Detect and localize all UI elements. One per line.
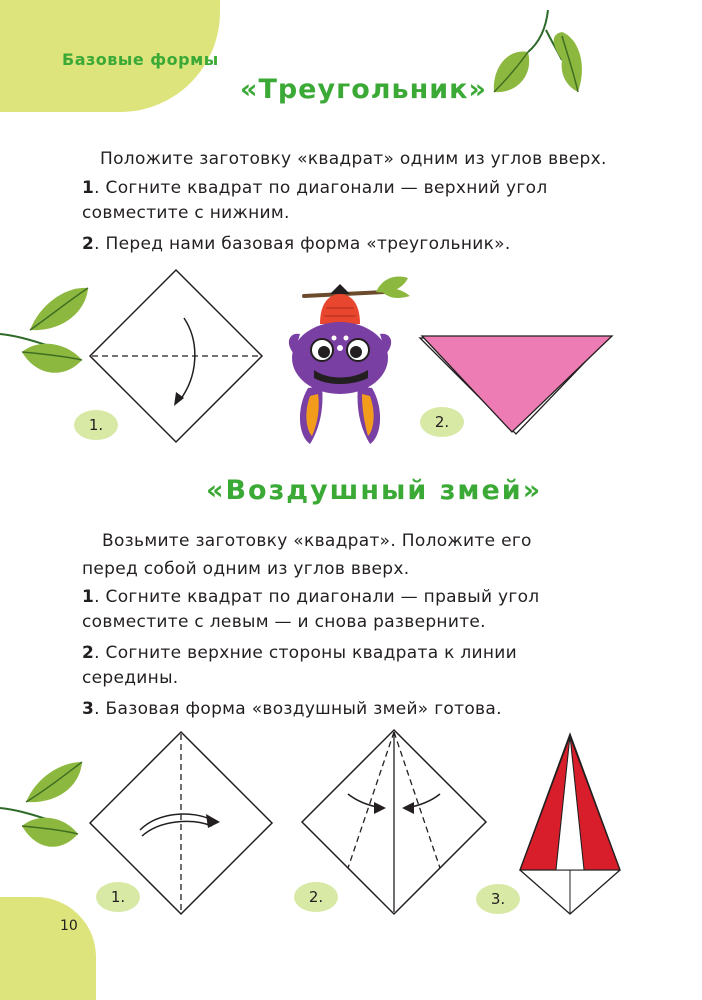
kite-step1-line1: [82, 584, 539, 610]
triangle-title: «Треугольник»: [240, 74, 487, 105]
step-number: 3: [82, 699, 95, 719]
triangle-badge-2: 2.: [420, 407, 464, 437]
triangle-step1-line2: совместите с нижним.: [82, 203, 290, 223]
step-text: . Согните верхние стороны квадрата к линии: [94, 643, 518, 663]
kite-badge-3: 3.: [476, 884, 520, 914]
step-number: 1: [82, 178, 95, 198]
leaves-top-right-icon: [488, 8, 598, 98]
corner-decoration-bottom: [0, 897, 96, 1000]
kite-intro-line2: перед собой одним из углов вверх.: [82, 559, 410, 579]
step-number: 2: [82, 234, 95, 254]
step-text: . Согните квадрат по диагонали — верхний угол: [94, 178, 548, 198]
kite-step2-line2: середины.: [82, 668, 179, 688]
triangle-step2: [82, 231, 511, 257]
step-text: . Согните квадрат по диагонали — правый угол: [94, 587, 540, 607]
step-number: 1: [82, 587, 95, 607]
kite-step2-line1: [82, 640, 517, 666]
step-text: . Перед нами базовая форма «треугольник».: [94, 234, 511, 254]
page-number: 10: [60, 918, 78, 934]
kite-badge-1: 1.: [96, 882, 140, 912]
triangle-step1-line1: [82, 175, 547, 201]
kite-step3: [82, 696, 502, 722]
leaves-left-icon: [0, 284, 90, 394]
kite-title: «Воздушный змей»: [206, 475, 543, 506]
kite-intro-line1: Возьмите заготовку «квадрат». Положите его: [102, 531, 532, 551]
kite-step1-line2: совместите с левым — и снова разверните.: [82, 612, 486, 632]
triangle-intro: Положите заготовку «квадрат» одним из углов вверх.: [100, 149, 607, 169]
bat-character-icon: [284, 268, 414, 448]
step-text: . Базовая форма «воздушный змей» готова.: [94, 699, 502, 719]
section-label: Базовые формы: [62, 50, 219, 69]
kite-step3-diagram: [512, 730, 628, 916]
step-number: 2: [82, 643, 95, 663]
triangle-badge-1: 1.: [74, 410, 118, 440]
leaves-left-icon: [0, 760, 90, 870]
kite-badge-2: 2.: [294, 882, 338, 912]
